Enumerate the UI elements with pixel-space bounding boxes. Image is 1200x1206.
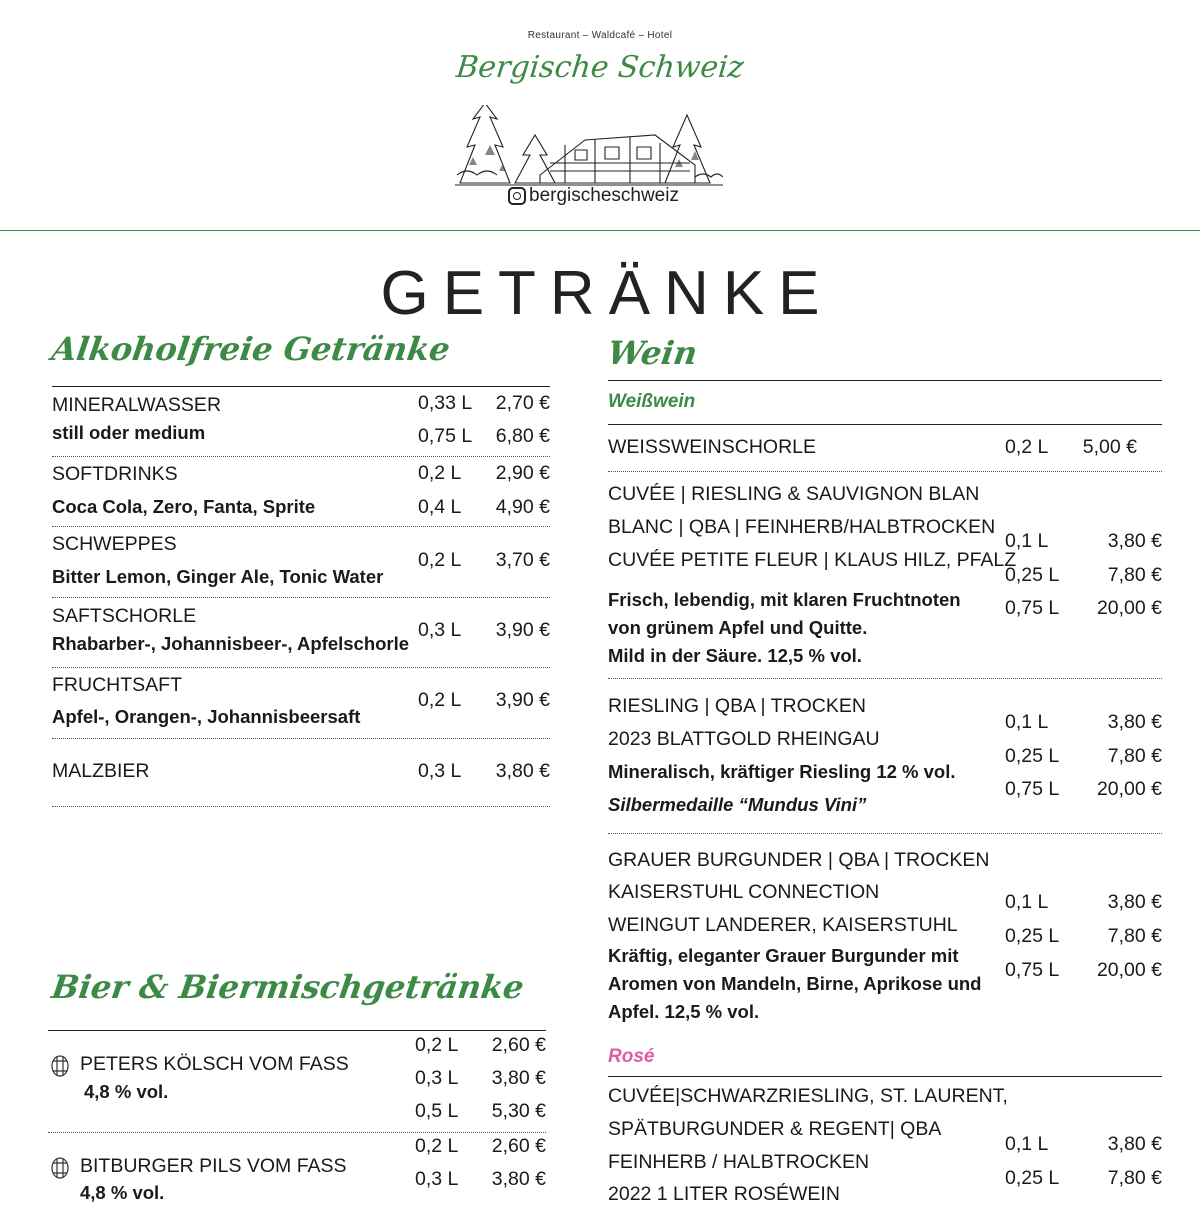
dotted-divider [52, 667, 550, 668]
wine-title-line: 2022 1 LITER ROSÉWEIN [608, 1183, 840, 1205]
instagram-handle[interactable] [508, 185, 679, 207]
wine-title-line: WEINGUT LANDERER, KAISERSTUHL [608, 914, 958, 936]
wine-title-line: SPÄTBURGUNDER & REGENT| QBA [608, 1118, 942, 1140]
price: 3,90 € [495, 689, 550, 711]
volume: 0,3 L [418, 619, 462, 641]
item-desc: 4,8 % vol. [84, 1081, 169, 1102]
divider [608, 1076, 1162, 1077]
barrel-icon [50, 1055, 70, 1077]
divider [608, 424, 1162, 425]
item-desc: Apfel-, Orangen-, Johannisbeersaft [52, 706, 361, 727]
dotted-divider [48, 1132, 546, 1133]
dotted-divider [608, 678, 1162, 679]
wine-title-line: CUVÉE|SCHWARZRIESLING, ST. LAURENT, [608, 1085, 1008, 1107]
volume: 0,3 L [418, 760, 462, 782]
wine-title-line: FEINHERB / HALBTROCKEN [608, 1151, 870, 1173]
wine-desc: Kräftig, eleganter Grauer Burgunder mit [608, 945, 959, 966]
dotted-divider [608, 471, 1162, 472]
volume: 0,1 L [1005, 1133, 1049, 1155]
dotted-divider [52, 526, 550, 527]
page-title: GETRÄNKE [380, 259, 834, 328]
wine-desc: Aromen von Mandeln, Birne, Aprikose und [608, 973, 982, 994]
wine-title-line: KAISERSTUHL CONNECTION [608, 881, 880, 903]
volume: 0,1 L [1005, 711, 1049, 733]
wine-title-line: 2023 BLATTGOLD RHEINGAU [608, 728, 880, 750]
item-name: MINERALWASSER [52, 394, 222, 416]
price: 2,90 € [495, 462, 550, 484]
volume: 0,2 L [415, 1135, 459, 1157]
section-heading-alkoholfrei: Alkoholfreie Getränke [49, 330, 453, 368]
brand-logo: Bergische Schweiz [454, 50, 746, 85]
item-name: MALZBIER [52, 760, 150, 782]
wine-title-line: CUVÉE | RIESLING & SAUVIGNON BLAN [608, 483, 980, 505]
price: 2,60 € [491, 1034, 546, 1056]
item-desc: 4,8 % vol. [80, 1182, 165, 1203]
volume: 0,75 L [1005, 778, 1060, 800]
item-desc: still oder medium [52, 422, 206, 443]
wine-desc: Apfel. 12,5 % vol. [608, 1001, 760, 1022]
volume: 0,3 L [415, 1067, 459, 1089]
volume: 0,2 L [418, 689, 462, 711]
wine-desc: Frisch, lebendig, mit klaren Fruchtnoten [608, 589, 961, 610]
item-desc: Coca Cola, Zero, Fanta, Sprite [52, 496, 316, 517]
dotted-divider [52, 597, 550, 598]
item-name: SOFTDRINKS [52, 463, 178, 485]
price: 3,80 € [1107, 891, 1162, 913]
section-heading-wein: Wein [605, 334, 700, 372]
price: 3,80 € [491, 1067, 546, 1089]
price: 6,80 € [495, 425, 550, 447]
price: 3,80 € [1107, 530, 1162, 552]
price: 7,80 € [1107, 745, 1162, 767]
price: 4,90 € [495, 496, 550, 518]
price: 20,00 € [1096, 959, 1162, 981]
dotted-divider [608, 833, 1162, 834]
volume: 0,25 L [1005, 925, 1060, 947]
price: 3,90 € [495, 619, 550, 641]
tagline: Restaurant – Waldcafé – Hotel [527, 30, 673, 41]
volume: 0,4 L [418, 496, 462, 518]
volume: 0,75 L [1005, 597, 1060, 619]
volume: 0,75 L [1005, 959, 1060, 981]
item-name: SAFTSCHORLE [52, 605, 197, 627]
price: 7,80 € [1107, 925, 1162, 947]
volume: 0,5 L [415, 1100, 459, 1122]
item-name: SCHWEPPES [52, 533, 177, 555]
barrel-icon [50, 1157, 70, 1179]
wine-desc: von grünem Apfel und Quitte. [608, 617, 868, 638]
volume: 0,2 L [418, 549, 462, 571]
price: 2,70 € [495, 392, 550, 414]
wine-title-line: GRAUER BURGUNDER | QBA | TROCKEN [608, 849, 990, 871]
wine-desc: Mineralisch, kräftiger Riesling 12 % vol. [608, 761, 956, 782]
price: 3,80 € [1107, 1133, 1162, 1155]
price: 3,70 € [495, 549, 550, 571]
price: 5,30 € [491, 1100, 546, 1122]
volume: 0,33 L [418, 392, 473, 414]
wine-title-line: CUVÉE PETITE FLEUR | KLAUS HILZ, PFALZ [608, 549, 1017, 571]
item-name: BITBURGER PILS VOM FASS [80, 1155, 347, 1177]
subheading-rose: Rosé [608, 1046, 655, 1067]
price: 3,80 € [491, 1168, 546, 1190]
item-desc: Rhabarber-, Johannisbeer-, Apfelschorle [52, 633, 410, 654]
volume: 0,2 L [415, 1034, 459, 1056]
wine-desc: Mild in der Säure. 12,5 % vol. [608, 645, 862, 666]
instagram-label: bergischeschweiz [529, 185, 679, 206]
price: 7,80 € [1107, 564, 1162, 586]
price: 20,00 € [1096, 778, 1162, 800]
volume: 0,25 L [1005, 745, 1060, 767]
subheading-weisswein: Weißwein [608, 391, 696, 412]
volume: 0,2 L [418, 462, 462, 484]
dotted-divider [52, 738, 550, 739]
volume: 0,25 L [1005, 1167, 1060, 1189]
wine-award: Silbermedaille “Mundus Vini” [608, 794, 867, 815]
volume: 0,25 L [1005, 564, 1060, 586]
dotted-divider [52, 456, 550, 457]
volume: 0,1 L [1005, 530, 1049, 552]
price: 2,60 € [491, 1135, 546, 1157]
volume: 0,1 L [1005, 891, 1049, 913]
divider [48, 1030, 546, 1031]
item-name: FRUCHTSAFT [52, 674, 182, 696]
divider [608, 380, 1162, 381]
divider [52, 386, 550, 387]
section-heading-bier: Bier & Biermischgetränke [49, 968, 527, 1006]
item-name: PETERS KÖLSCH VOM FASS [80, 1053, 349, 1075]
wine-title-line: RIESLING | QBA | TROCKEN [608, 695, 866, 717]
volume: 0,2 L [1005, 436, 1049, 458]
header [0, 0, 1200, 231]
wine-title-line: BLANC | QBA | FEINHERB/HALBTROCKEN [608, 516, 996, 538]
dotted-divider [52, 806, 550, 807]
volume: 0,3 L [415, 1168, 459, 1190]
restaurant-sketch-icon [455, 105, 723, 187]
item-name: WEISSWEINSCHORLE [608, 436, 817, 458]
price: 20,00 € [1096, 597, 1162, 619]
price: 7,80 € [1107, 1167, 1162, 1189]
volume: 0,75 L [418, 425, 473, 447]
price: 3,80 € [1107, 711, 1162, 733]
price: 5,00 € [1082, 436, 1137, 458]
instagram-icon [508, 187, 526, 205]
price: 3,80 € [495, 760, 550, 782]
item-desc: Bitter Lemon, Ginger Ale, Tonic Water [52, 566, 384, 587]
